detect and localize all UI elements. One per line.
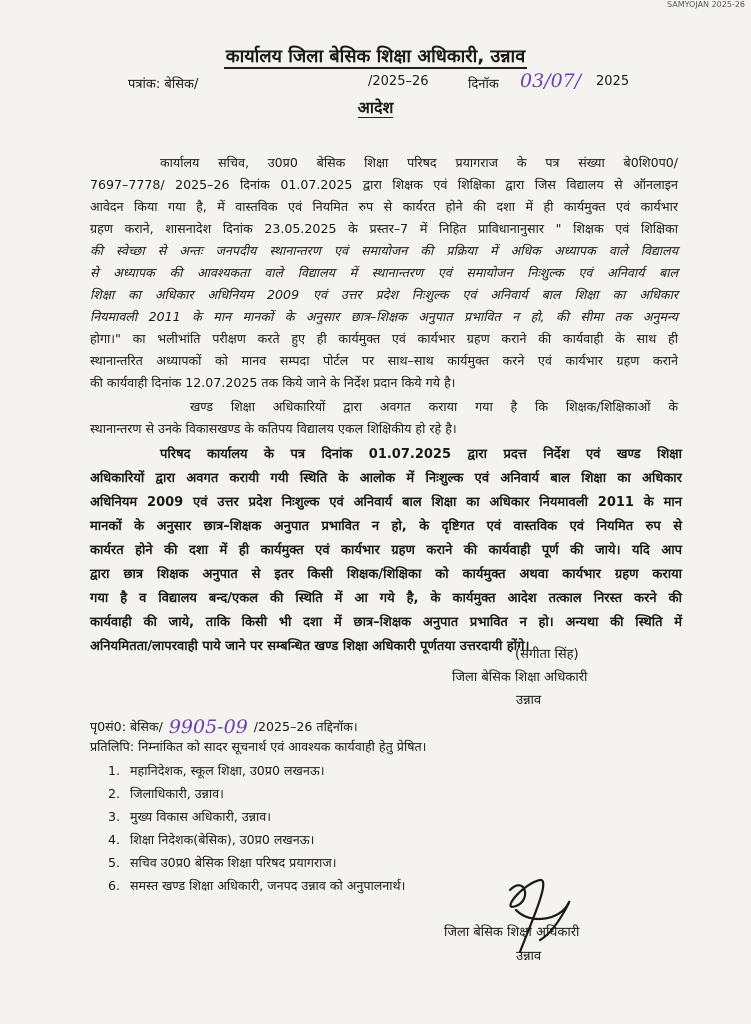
body-line: स्थानान्तरण से उनके विकासखण्ड के कतिपय विद्यालय एकल शिक्षिकीय हो रहे है। <box>90 421 457 436</box>
body-line: द्वारा छात्र शिक्षक अनुपात से इतर किसी शिक्षक/शिक्षिका को कार्यमुक्त अथवा कार्यभार ग्रहण कराया <box>90 567 682 582</box>
copy-list-item: 1. महानिदेशक, स्कूल शिक्षा, उ0प्र0 लखनऊ। <box>108 763 325 778</box>
copy-list-item: 6. समस्त खण्ड शिक्षा अधिकारी, जनपद उन्नाव को अनुपालनार्थ। <box>108 878 406 893</box>
body-line: 7697–7778/ 2025–26 दिनांक 01.07.2025 द्वारा शिक्षक एवं शिक्षिका द्वारा जिस विद्यालय से ऑनलाइन <box>90 177 678 192</box>
ref-label: पत्रांक: बेसिक/ <box>128 77 199 92</box>
body-line: आवेदन किया गया है, में वास्तविक एवं नियमित रुप से कार्यरत होने की दशा में ही कार्यमुक्त एवं कार्यभार <box>90 199 678 214</box>
signatory-designation: जिला बेसिक शिक्षा अधिकारी <box>452 670 588 685</box>
ref-year: /2025–26 <box>368 74 429 89</box>
corner-mark: SAMYOJAN 2025-26 <box>667 0 745 9</box>
body-line: परिषद कार्यालय के पत्र दिनांक 01.07.2025 द्वारा प्रदत्त निर्देश एवं खण्ड शिक्षा <box>160 447 682 462</box>
body-line: खण्ड शिक्षा अधिकारियों द्वारा अवगत कराया गया है कि शिक्षक/शिक्षिकाओं के <box>190 399 678 414</box>
body-line: स्थानान्तरित अध्यापकों को मानव सम्पदा पोर्टल पर साथ–साथ कार्यमुक्त करने एवं कार्यभार ग्रहण कराने <box>90 353 678 368</box>
body-line: होगा।" का भलीभांति परीक्षण करते हुए ही कार्यमुक्त एवं कार्यभार ग्रहण कराने की कार्यवाही के साथ ही <box>90 331 678 346</box>
footer-place: उन्नाव <box>516 949 542 964</box>
endorsement-prefix: पृ0सं0: बेसिक/ <box>90 719 163 734</box>
body-line: अनियमितता/लापरवाही पाये जाने पर सम्बन्धित खण्ड शिक्षा अधिकारी पूर्णतया उत्तरदायी होंगे। <box>90 639 530 654</box>
endorsement-line <box>90 714 358 736</box>
order-heading: आदेश <box>357 98 394 117</box>
body-line: शिक्षा का अधिकार अधिनियम 2009 एवं उत्तर प्रदेश निःशुल्क एवं अनिवार्य बाल शिक्षा का अधिकार <box>90 287 678 302</box>
date-year: 2025 <box>596 74 630 89</box>
handwritten-date: 03/07/ <box>520 70 582 92</box>
handwritten-number: 9905-09 <box>168 716 248 738</box>
reference-line <box>128 70 691 94</box>
body-line: की कार्यवाही दिनांक 12.07.2025 तक किये जाने के निर्देश प्रदान किये गये है। <box>90 375 456 390</box>
signatory-place: उन्नाव <box>516 693 542 708</box>
body-line: कार्यरत होने की दशा में ही कार्यमुक्त एवं कार्यभार ग्रहण कराने की कार्यवाही पूर्ण की जाये। यदि आप <box>90 543 682 558</box>
copy-list-item: 4. शिक्षा निदेशक(बेसिक), उ0प्र0 लखनऊ। <box>108 832 315 847</box>
body-line: गया है व विद्यालय बन्द/एकल की स्थिति में आ गये है, के कार्यमुक्त आदेश तत्काल निरस्त करने की <box>90 591 682 606</box>
office-title: कार्यालय जिला बेसिक शिक्षा अधिकारी, उन्नाव <box>225 46 526 67</box>
body-line: की स्वेच्छा से अन्तः जनपदीय स्थानान्तरण एवं समायोजन की प्रक्रिया में अधिक अध्यापक वाले विद्यालय <box>90 243 678 258</box>
body-line: नियमावली 2011 के मान मानकों के अनुसार छात्र–शिक्षक अनुपात प्रभावित न हो, की सीमा तक अनुमन्य <box>90 309 678 324</box>
body-line: ग्रहण कराने, शासनादेश दिनांक 23.05.2025 के प्रस्तर–7 में निहित प्राविधानानुसार " शिक्षक एवं शिक्षिका <box>90 221 678 236</box>
body-line: कार्यालय सचिव, उ0प्र0 बेसिक शिक्षा परिषद प्रयागराज के पत्र संख्या बे0शि0प0/ <box>160 155 678 170</box>
signatory-name: (संगीता सिंह) <box>515 647 579 662</box>
body-line: अधिकारियों द्वारा अवगत करायी गयी स्थिति के आलोक में निःशुल्क एवं अनिवार्य बाल शिक्षा का अधिकार <box>90 471 682 486</box>
copy-list-item: 2. जिलाधिकारी, उन्नाव। <box>108 786 224 801</box>
copy-list-item: 3. मुख्य विकास अधिकारी, उन्नाव। <box>108 809 272 824</box>
endorsement-suffix: /2025–26 तद्दिनॉक। <box>253 719 358 734</box>
date-label: दिनॉक <box>468 77 499 92</box>
copy-intro: प्रतिलिपि: निम्नांकित को सादर सूचनार्थ एवं आवश्यक कार्यवाही हेतु प्रेषित। <box>90 739 427 754</box>
body-line: मानकों के अनुसार छात्र–शिक्षक अनुपात प्रभावित न हो, के दृष्टिगत एवं वास्तविक एवं नियमित रुप से <box>90 519 682 534</box>
footer-designation: जिला बेसिक शिक्षा अधिकारी <box>444 925 580 940</box>
copy-list-item: 5. सचिव उ0प्र0 बेसिक शिक्षा परिषद प्रयागराज। <box>108 855 337 870</box>
body-line: अधिनियम 2009 एवं उत्तर प्रदेश निःशुल्क एवं अनिवार्य बाल शिक्षा का अधिकार नियमावली 2011 के मान <box>90 495 682 510</box>
body-line: कार्यवाही की जाये, ताकि किसी भी दशा में छात्र–शिक्षक अनुपात प्रभावित न हो। अन्यथा की स्थिति में <box>90 615 682 630</box>
body-line: से अध्यापक की आवश्यकता वाले विद्यालय में स्थानान्तरण एवं समायोजन निःशुल्क एवं अनिवार्य बाल <box>90 265 678 280</box>
